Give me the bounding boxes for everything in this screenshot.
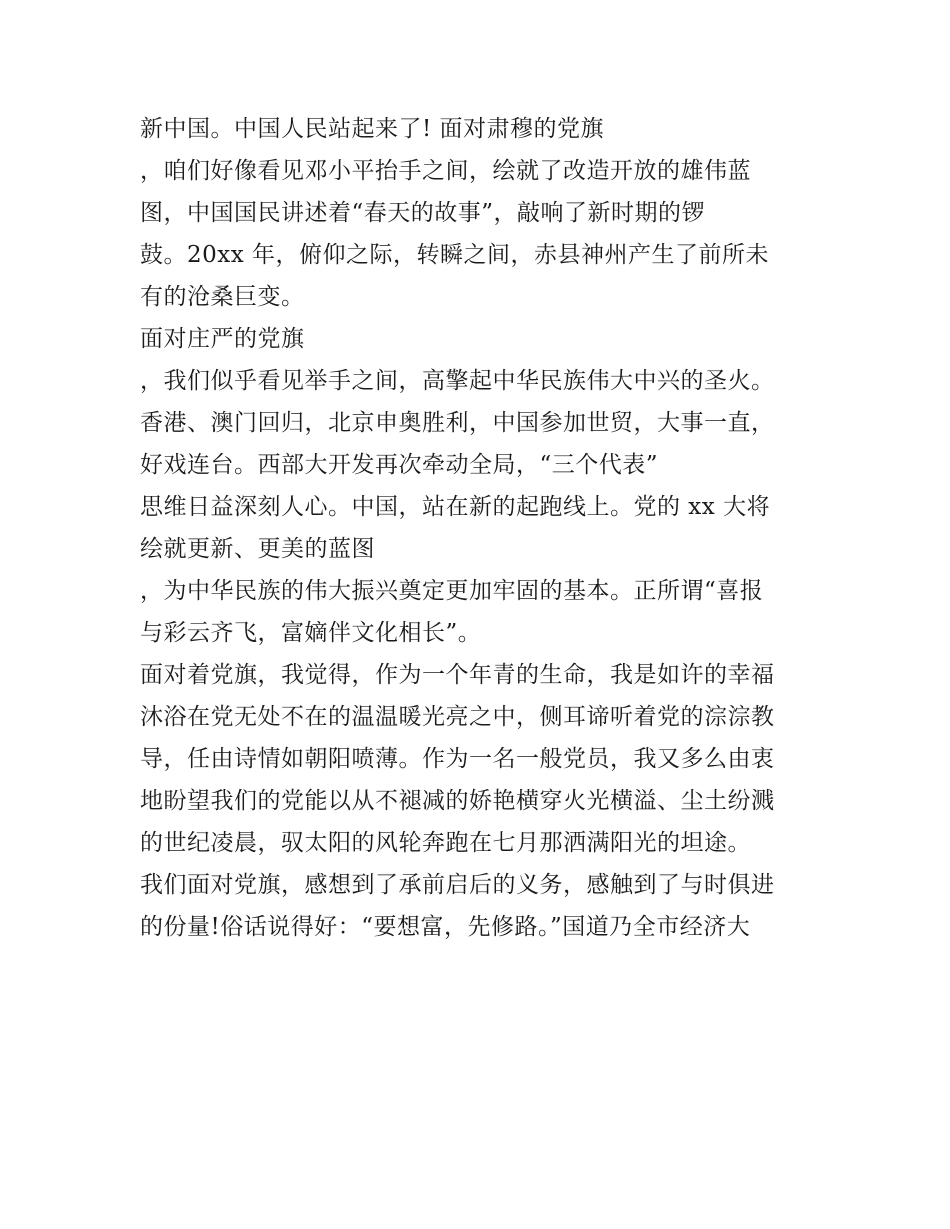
text-line: 好戏连台。西部大开发再次牵动全局，“三个代表” <box>140 452 659 478</box>
text-line: 思维日益深刻人心。中国，站在新的起跑线上。党的 xx 大将 <box>140 494 771 520</box>
text-line: ，为中华民族的伟大振兴奠定更加牢固的基本。正所谓“喜报 <box>140 578 764 604</box>
text-line: 的份量!俗话说得好：“要想富，先修路。”国道乃全市经济大 <box>140 914 751 940</box>
text-line: 沐浴在党无处不在的温温暖光亮之中，侧耳谛听着党的淙淙教 <box>140 704 775 730</box>
text-line: 绘就更新、更美的蓝图 <box>140 536 375 562</box>
text-line: 地盼望我们的党能以从不褪减的娇艳横穿火光横溢、尘土纷溅 <box>140 788 775 814</box>
text-line: 与彩云齐飞，富嫡伴文化相长”。 <box>140 620 482 646</box>
text-line: 图，中国国民讲述着“春天的故事”，敲响了新时期的锣 <box>140 200 706 226</box>
text-line: 导，任由诗情如朝阳喷薄。作为一名一般党员，我又多么由衷 <box>140 746 775 772</box>
document-body <box>140 108 830 948</box>
text-line: 香港、澳门回归，北京申奥胜利，中国参加世贸，大事一直， <box>140 410 775 436</box>
text-line: 有的沧桑巨变。 <box>140 284 305 310</box>
text-line: ，咱们好像看见邓小平抬手之间，绘就了改造开放的雄伟蓝 <box>140 158 751 184</box>
text-line: ，我们似乎看见举手之间，高擎起中华民族伟大中兴的圣火。 <box>140 368 775 394</box>
text-line: 新中国。中国人民站起来了! 面对肃穆的党旗 <box>140 116 605 142</box>
text-line: 我们面对党旗，感想到了承前启后的义务，感触到了与时俱进 <box>140 872 775 898</box>
text-line: 面对庄严的党旗 <box>140 326 305 352</box>
text-line: 的世纪凌晨，驭太阳的风轮奔跑在七月那洒满阳光的坦途。 <box>140 830 751 856</box>
text-line: 面对着党旗，我觉得，作为一个年青的生命，我是如许的幸福 <box>140 662 775 688</box>
text-line: 鼓。20xx 年，俯仰之际，转瞬之间，赤县神州产生了前所未 <box>140 242 770 268</box>
